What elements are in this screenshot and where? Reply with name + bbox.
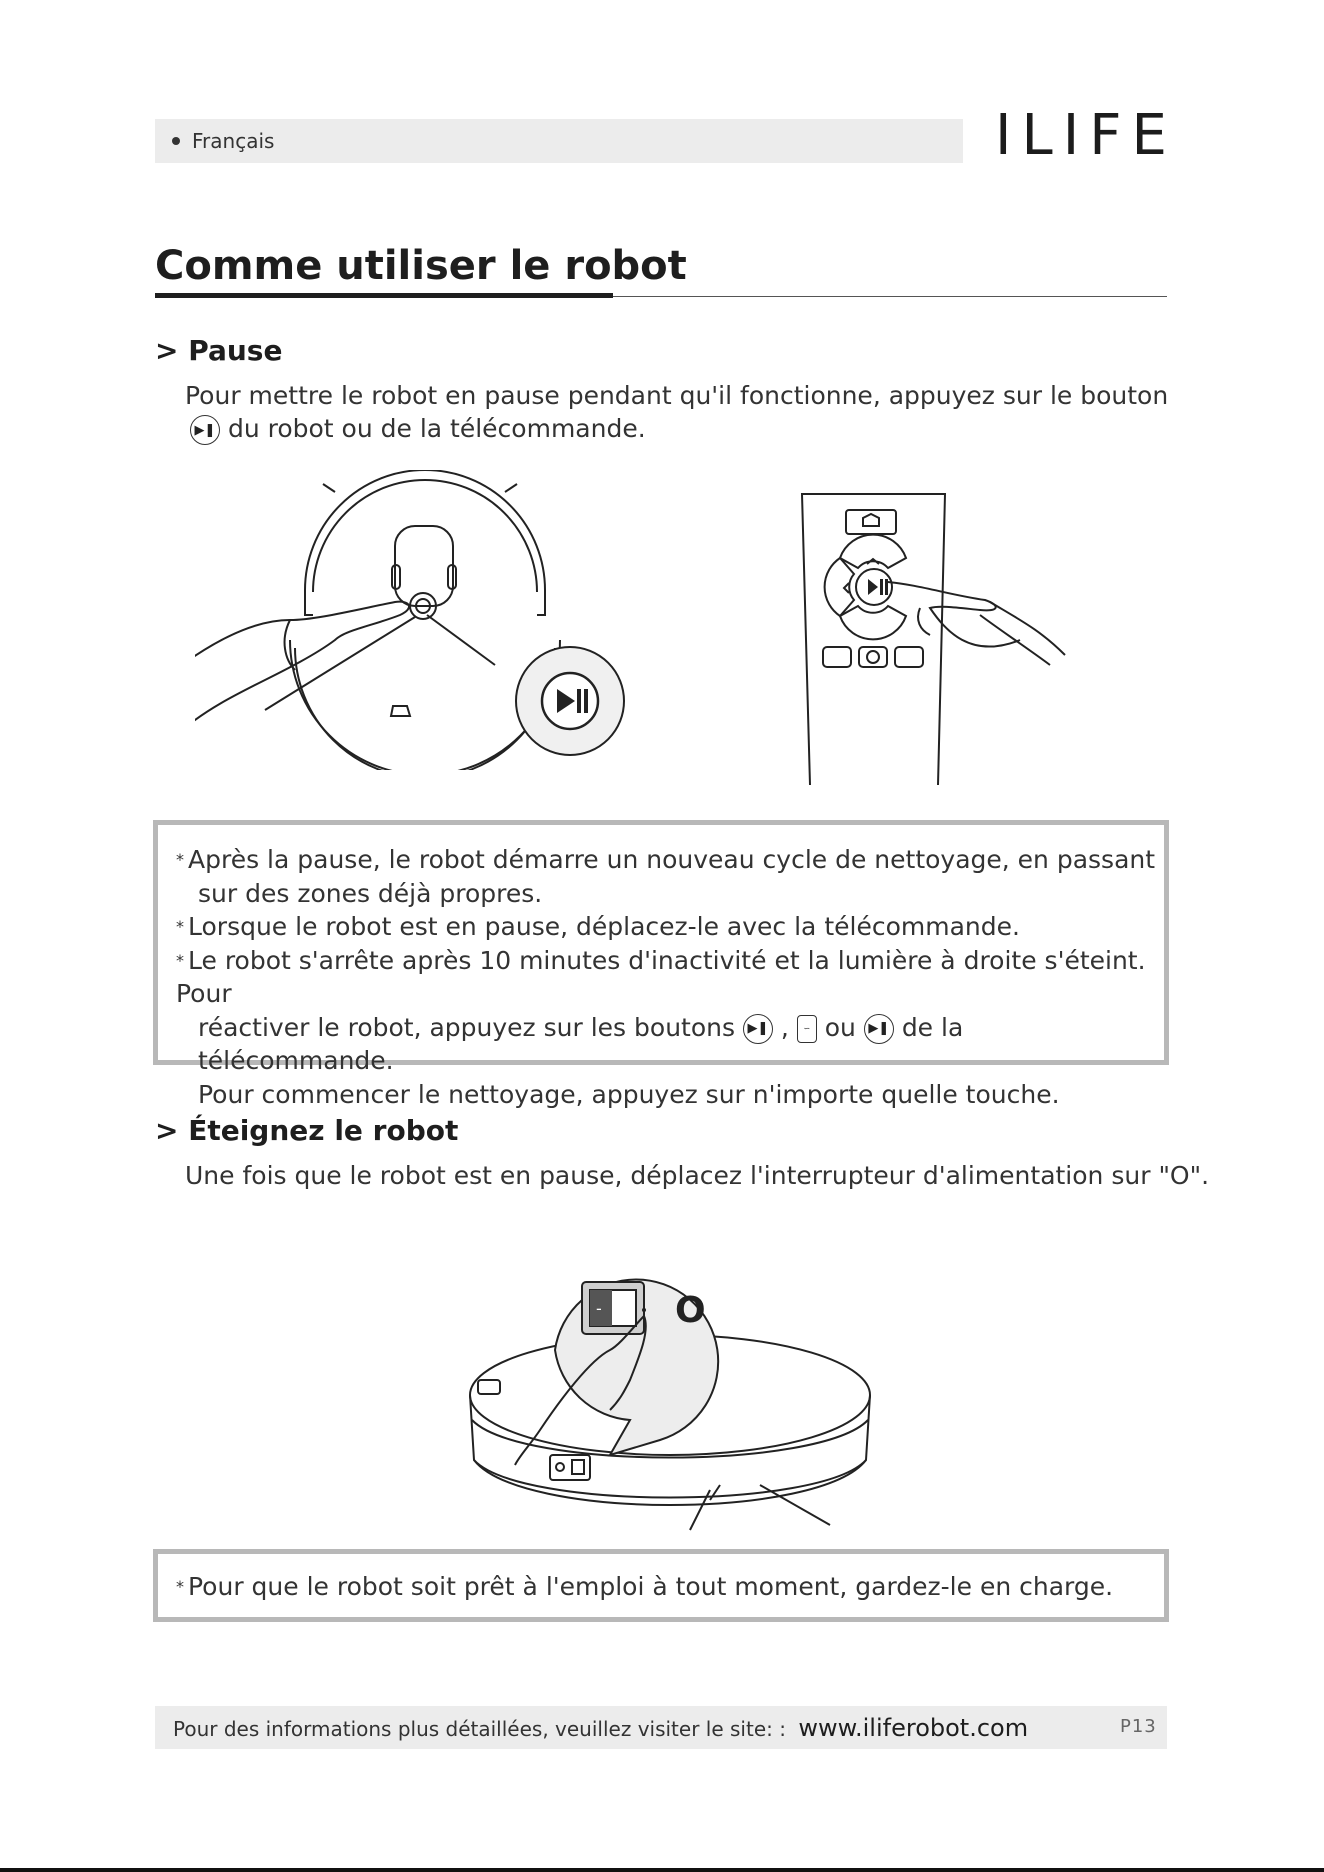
robot-switch-illustration (460, 1230, 880, 1540)
bottom-rule (0, 1868, 1324, 1872)
robot-pause-illustration (195, 470, 655, 770)
note-text: Pour commencer le nettoyage, appuyez sur n'importe quelle touche. (198, 1079, 1060, 1109)
edge-clean-icon: ∽ (797, 1015, 817, 1043)
note-item: * Le robot s'arrête après 10 minutes d'inactivité et la lumière à droite s'éteint. Pour (176, 945, 1146, 1008)
note-text: Le robot s'arrête après 10 minutes d'inactivité et la lumière à droite s'éteint. Pour (176, 945, 1146, 1008)
footer-url-link[interactable]: www.iliferobot.com (798, 1714, 1029, 1742)
bullet-icon (172, 137, 180, 145)
note-item: * Après la pause, le robot démarre un nouveau cycle de nettoyage, en passant (176, 845, 1156, 874)
page-title: Comme utiliser le robot (155, 243, 687, 289)
language-label: Français (192, 129, 275, 153)
pause-text-line1: Pour mettre le robot en pause pendant qu'il fonctionne, appuyez sur le bouton (185, 381, 1169, 410)
play-pause-icon: ▶❚ (864, 1014, 894, 1044)
remote-pause-illustration (770, 490, 1100, 790)
note-list-pause (176, 843, 1156, 1111)
note-item-line (176, 1011, 1156, 1078)
note-item: * Pour que le robot soit prêt à l'emploi à tout moment, gardez-le en charge. (176, 1572, 1114, 1601)
pause-text-line2-label: du robot ou de la télécommande. (227, 414, 646, 443)
note-text: Lorsque le robot est en pause, déplacez-le avec la télécommande. (188, 912, 1020, 941)
note-text: de la télécommande. (198, 1012, 964, 1075)
svg-text:-: - (596, 1299, 602, 1318)
off-heading: > Éteignez le robot (155, 1114, 459, 1147)
note-text: sur des zones déjà propres. (198, 878, 543, 908)
note-text: ou (824, 1012, 856, 1042)
footer-info (173, 1714, 1028, 1742)
note-text: réactiver le robot, appuyez sur les boutons (198, 1012, 735, 1042)
footer-text: Pour des informations plus détaillées, veuillez visiter le site: : (173, 1717, 786, 1741)
play-pause-icon: ▶❚ (743, 1014, 773, 1044)
language-bar (155, 119, 963, 163)
note-item: * Lorsque le robot est en pause, déplacez-le avec la télécommande. (176, 912, 1020, 941)
brand-logo: ILIFE (995, 103, 1177, 168)
play-pause-icon: ▶❚ (190, 415, 220, 445)
pause-heading: > Pause (155, 334, 283, 367)
title-underline (155, 293, 613, 298)
pause-text-line2 (190, 412, 646, 445)
note-list-charge (176, 1570, 1113, 1604)
page-number: P13 (1120, 1716, 1157, 1737)
off-text: Une fois que le robot est en pause, déplacez l'interrupteur d'alimentation sur "O". (185, 1161, 1210, 1190)
note-text: Pour que le robot soit prêt à l'emploi à tout moment, gardez-le en charge. (188, 1572, 1114, 1601)
note-text: , (780, 1012, 789, 1042)
switch-off-label: O (675, 1290, 706, 1331)
note-text: Après la pause, le robot démarre un nouveau cycle de nettoyage, en passant (188, 845, 1156, 874)
